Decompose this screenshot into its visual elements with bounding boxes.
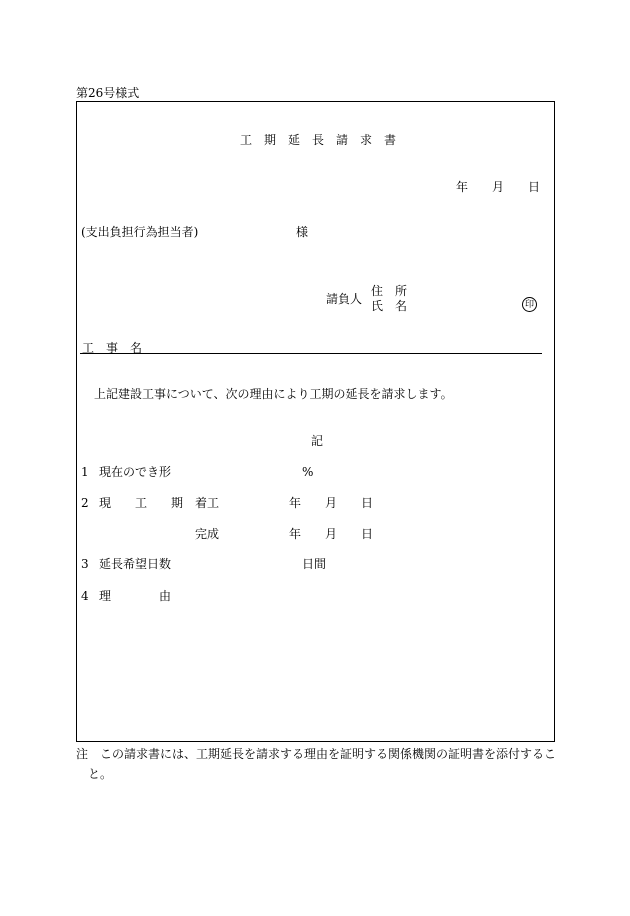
item-1-label: 現在のでき形	[99, 465, 172, 479]
seal-mark: 印	[522, 297, 537, 312]
requester-address-label: 住 所	[371, 284, 408, 298]
end-year: 年	[289, 527, 302, 541]
item-3-unit: 日間	[302, 557, 327, 571]
start-day: 日	[361, 496, 374, 510]
project-name-underline	[80, 353, 542, 354]
form-frame	[76, 101, 555, 742]
item-1-unit: %	[302, 465, 314, 479]
note-line-1: この請求書には、工期延長を請求する理由を証明する関係機関の証明書を添付するこ	[100, 747, 557, 761]
addressee-label: (支出負担行為担当者)	[81, 225, 199, 239]
item-4-number: 4	[81, 589, 89, 603]
project-name-label: 工 事 名	[82, 341, 143, 355]
end-month: 月	[325, 527, 338, 541]
note-line-2: と。	[88, 767, 113, 781]
start-year: 年	[289, 496, 302, 510]
start-label: 着工	[195, 496, 220, 510]
requester-label: 請負人	[326, 292, 363, 306]
date-year: 年	[456, 180, 469, 194]
item-4-label: 理 由	[99, 589, 172, 603]
form-number: 第26号様式	[76, 86, 140, 100]
end-label: 完成	[195, 527, 220, 541]
item-3-label: 延長希望日数	[99, 557, 172, 571]
date-month: 月	[492, 180, 505, 194]
intro-text: 上記建設工事について、次の理由により工期の延長を請求します。	[94, 387, 453, 401]
requester-name-label: 氏 名	[371, 299, 408, 313]
item-2-number: 2	[81, 496, 89, 510]
addressee-honorific: 様	[296, 225, 309, 239]
note-prefix: 注	[76, 747, 89, 761]
item-3-number: 3	[81, 557, 89, 571]
start-month: 月	[325, 496, 338, 510]
form-title: 工期延長請求書	[240, 133, 409, 147]
ki-heading: 記	[311, 434, 324, 448]
date-day: 日	[528, 180, 541, 194]
item-2-label: 現 工 期	[99, 496, 184, 510]
end-day: 日	[361, 527, 374, 541]
item-1-number: 1	[81, 465, 89, 479]
